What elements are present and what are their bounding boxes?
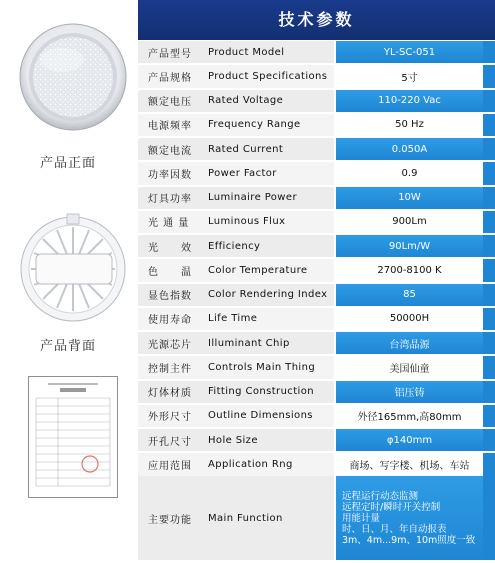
row-label-en: Efficiency [208, 240, 261, 252]
table-row [136, 89, 495, 113]
row-edge [483, 476, 495, 560]
row-edge [483, 453, 495, 475]
row-label-en: Application Rng [208, 458, 293, 470]
row-label-en: Luminous Flux [208, 216, 286, 228]
row-value: 0.9 [336, 162, 483, 184]
row-label-cell [138, 187, 334, 209]
row-label-cn: 产品规格 [148, 72, 192, 84]
row-label-cn: 电源频率 [148, 121, 192, 133]
row-label-cn: 光源芯片 [148, 339, 192, 351]
row-value: 美国仙童 [336, 356, 483, 378]
row-label-cn: 显色指数 [148, 291, 192, 303]
row-label-cn: 开孔尺寸 [148, 436, 192, 448]
main-function-line: 用能计量 [342, 512, 381, 524]
table-row [136, 355, 495, 379]
row-edge [483, 429, 495, 451]
row-label-en: Life Time [208, 313, 258, 325]
row-label-cell [138, 259, 334, 281]
table-row [136, 283, 495, 307]
row-label-cn: 外形尺寸 [148, 412, 192, 424]
row-edge [483, 405, 495, 427]
row-value: 10W [336, 187, 483, 209]
row-value: 2700-8100 K [336, 259, 483, 281]
row-label-cell [138, 381, 334, 403]
row-label-cell [138, 114, 334, 136]
row-edge [483, 41, 495, 63]
row-label-cell [138, 90, 334, 112]
main-function-line: 时、日、月、年自动报表 [342, 523, 447, 535]
main-function-line: 3m、4m...9m、10m照度一致 [342, 534, 476, 546]
row-value: 90Lm/W [336, 235, 483, 257]
row-label-cell [138, 332, 334, 354]
row-label-cn: 光 通 量 [148, 218, 190, 230]
row-label-en: Main Function [208, 512, 283, 524]
row-label-cell [138, 138, 334, 160]
table-row [136, 331, 495, 355]
row-value: 铝压铸 [336, 381, 483, 403]
table-row [136, 113, 495, 137]
table-row [136, 258, 495, 282]
row-value: 110-220 Vac [336, 90, 483, 112]
row-edge [483, 381, 495, 403]
table-row [136, 137, 495, 161]
table-row [136, 428, 495, 452]
row-edge [483, 211, 495, 233]
table-row [136, 452, 495, 476]
table-row [136, 234, 495, 258]
row-label-cn: 额定电流 [148, 145, 192, 157]
table-row-main-function [136, 475, 495, 561]
row-edge [483, 235, 495, 257]
product-images-panel [0, 0, 136, 563]
main-function-line: 远程定时/瞬时开关控制 [342, 501, 441, 513]
row-value: 50 Hz [336, 114, 483, 136]
row-label-cn: 额定电压 [148, 97, 192, 109]
row-label-cell [138, 476, 334, 560]
row-label-en: Luminaire Power [208, 192, 297, 204]
row-value: 台湾晶源 [336, 332, 483, 354]
row-label-cn: 主要功能 [148, 514, 192, 526]
row-label-cell [138, 405, 334, 427]
table-row [136, 40, 495, 64]
row-value: YL-SC-051 [336, 41, 483, 63]
row-label-cell [138, 429, 334, 451]
product-back-photo [18, 212, 128, 322]
row-label-cell [138, 453, 334, 475]
row-label-en: Color Temperature [208, 264, 308, 276]
table-row [136, 404, 495, 428]
row-label-cell [138, 162, 334, 184]
row-label-cn: 应用范围 [148, 460, 192, 472]
row-edge [483, 162, 495, 184]
row-edge [483, 308, 495, 330]
table-row [136, 210, 495, 234]
row-label-cell [138, 235, 334, 257]
table-row [136, 307, 495, 331]
row-label-en: Rated Current [208, 143, 284, 155]
row-label-cn: 色 温 [148, 266, 192, 278]
row-label-en: Outline Dimensions [208, 410, 313, 422]
table-row [136, 161, 495, 185]
row-value: 85 [336, 284, 483, 306]
row-label-en: Color Rendering Index [208, 289, 328, 301]
row-label-en: Product Specifications [208, 70, 328, 82]
row-label-cn: 控制主件 [148, 363, 192, 375]
row-label-cn: 产品型号 [148, 48, 192, 60]
row-edge [483, 65, 495, 87]
row-edge [483, 187, 495, 209]
main-function-value [336, 476, 483, 560]
row-edge [483, 356, 495, 378]
row-label-cell [138, 308, 334, 330]
table-title: 技术参数 [136, 0, 495, 40]
row-label-cn: 光 效 [148, 242, 192, 254]
row-value: 5寸 [336, 65, 483, 87]
row-label-en: Hole Size [208, 434, 258, 446]
row-label-en: Product Model [208, 46, 285, 58]
row-edge [483, 138, 495, 160]
product-front-photo [18, 22, 128, 132]
row-label-cell [138, 284, 334, 306]
table-row [136, 186, 495, 210]
table-row [136, 380, 495, 404]
row-label-cell [138, 356, 334, 378]
row-value: 商场、写字楼、机场、车站 [336, 453, 483, 475]
row-label-en: Fitting Construction [208, 386, 314, 398]
row-label-cn: 功率因数 [148, 169, 192, 181]
row-label-en: Controls Main Thing [208, 361, 316, 373]
row-edge [483, 114, 495, 136]
row-value: 900Lm [336, 211, 483, 233]
row-label-cn: 灯体材质 [148, 388, 192, 400]
row-edge [483, 332, 495, 354]
row-label-en: Rated Voltage [208, 95, 284, 107]
test-report-document [28, 376, 118, 498]
row-value: 50000H [336, 308, 483, 330]
row-label-cell [138, 41, 334, 63]
main-function-line: 远程运行动态监测 [342, 490, 419, 502]
row-label-cn: 灯具功率 [148, 194, 192, 206]
row-edge [483, 284, 495, 306]
spec-table [136, 0, 495, 563]
table-row [136, 64, 495, 88]
caption-front: 产品正面 [39, 156, 96, 171]
row-value: 0.050A [336, 138, 483, 160]
caption-back: 产品背面 [39, 339, 96, 354]
row-value: 外径165mm,高80mm [336, 405, 483, 427]
row-label-en: Power Factor [208, 167, 277, 179]
row-label-en: Illuminant Chip [208, 337, 290, 349]
row-label-cn: 使用寿命 [148, 315, 192, 327]
row-edge [483, 259, 495, 281]
row-edge [483, 90, 495, 112]
row-label-en: Frequency Range [208, 119, 301, 131]
row-label-cell [138, 65, 334, 87]
row-value: φ140mm [336, 429, 483, 451]
row-label-cell [138, 211, 334, 233]
